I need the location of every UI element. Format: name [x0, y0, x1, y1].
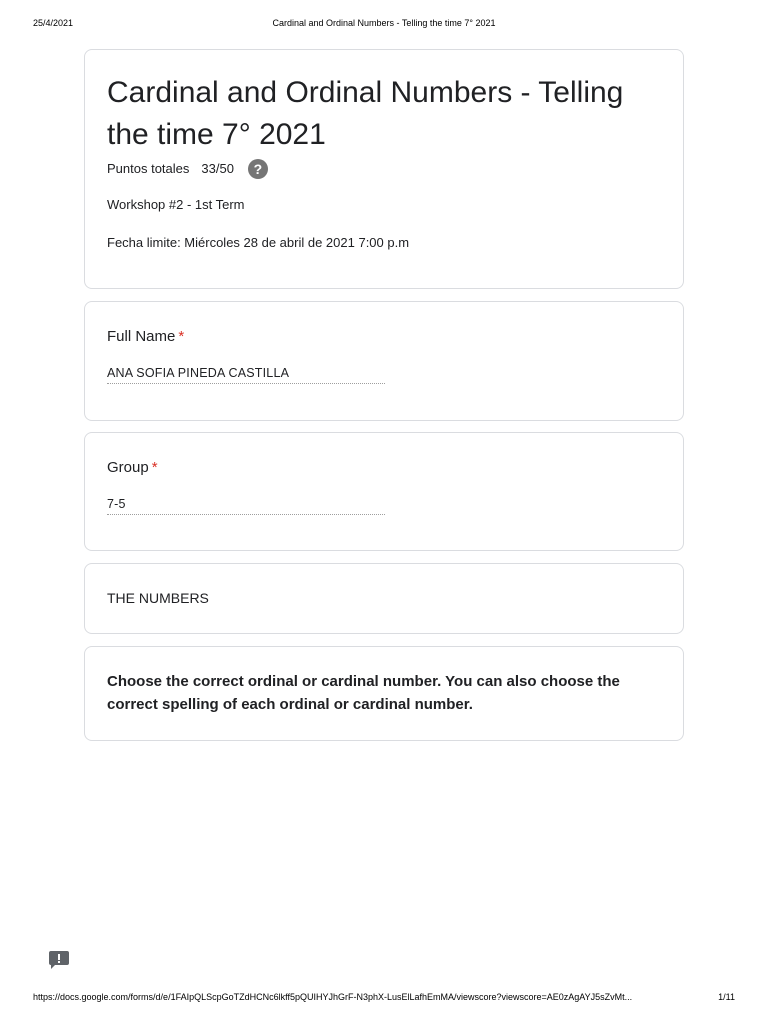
print-title: Cardinal and Ordinal Numbers - Telling the time 7° 2021 [272, 18, 496, 28]
instructions-card [84, 646, 684, 741]
points-label: Puntos totales [107, 161, 190, 176]
feedback-icon[interactable] [49, 951, 69, 969]
print-footer [0, 992, 768, 1006]
form-description-deadline: Fecha limite: Miércoles 28 de abril de 2021 7:00 p.m [107, 235, 410, 250]
feedback-icon-svg [49, 951, 69, 969]
print-url: https://docs.google.com/forms/d/e/1FAIpQLScpGoTZdHCNc6lkff5pQUIHYJhGrF-N3phX-LusElLafhEmMA/viewscore?viewscore=AE0zAgAYJ5sZvMt... [33, 992, 633, 1002]
question-title: Group [107, 459, 149, 476]
form-header-card [84, 49, 684, 289]
help-icon[interactable]: ? [248, 159, 268, 179]
question-title: Full Name [107, 328, 176, 345]
question-label [107, 459, 158, 476]
points-value: 33/50 [201, 161, 234, 176]
print-header [0, 18, 768, 32]
section-title: THE NUMBERS [107, 590, 209, 606]
question-card-full-name [84, 301, 684, 421]
question-card-group [84, 432, 684, 551]
print-page-number: 1/11 [718, 992, 735, 1002]
required-asterisk: * [151, 459, 158, 476]
question-label [107, 328, 184, 345]
form-description-workshop: Workshop #2 - 1st Term [107, 197, 245, 212]
full-name-answer: ANA SOFIA PINEDA CASTILLA [107, 366, 385, 384]
form-title: Cardinal and Ordinal Numbers - Telling the time 7° 2021 [107, 76, 624, 151]
instructions-text: Choose the correct ordinal or cardinal number. You can also choose the correct spelling of each ordinal or cardinal number. [107, 673, 620, 713]
required-asterisk: * [178, 328, 185, 345]
print-date: 25/4/2021 [33, 18, 74, 28]
section-header-card [84, 563, 684, 634]
group-answer: 7-5 [107, 497, 385, 515]
total-points [107, 158, 268, 179]
